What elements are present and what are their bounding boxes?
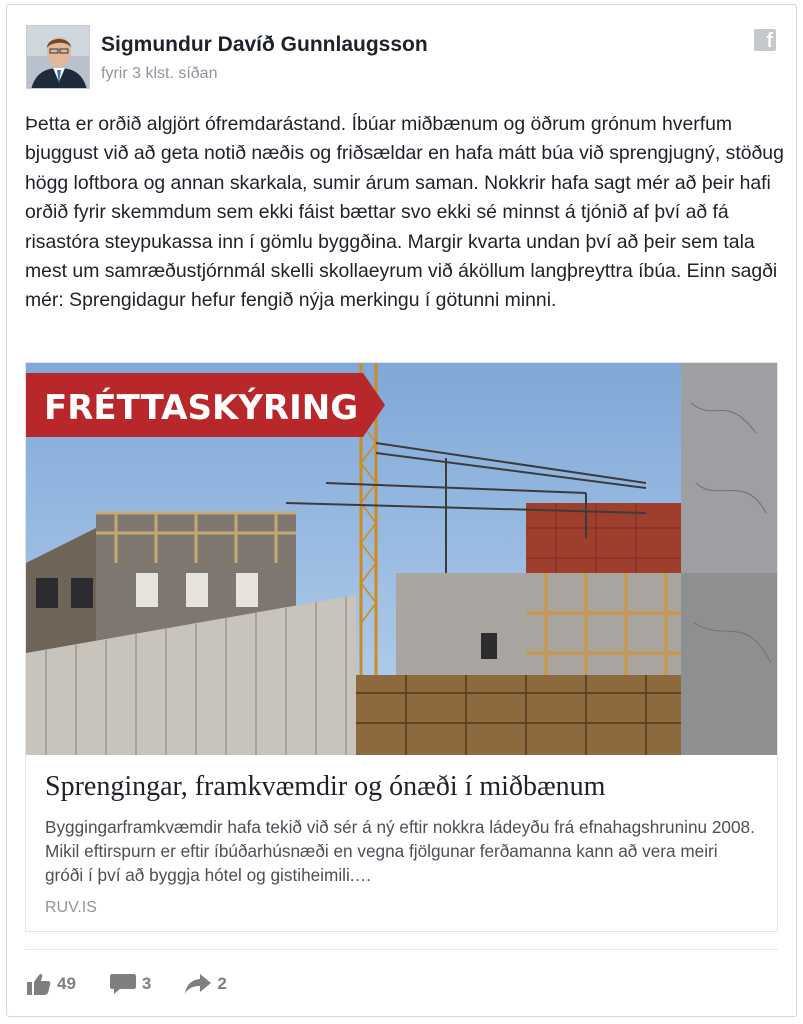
banner-label: FRÉTTASKÝRING (44, 388, 359, 428)
facebook-icon: f (754, 29, 776, 51)
post-timestamp[interactable]: fyrir 3 klst. síðan (101, 65, 218, 82)
link-domain: RUV.IS (45, 899, 97, 916)
share-arrow-icon (185, 973, 211, 995)
avatar-portrait-icon (27, 26, 90, 89)
share-button[interactable] (185, 973, 226, 995)
thumbs-up-icon (27, 973, 51, 995)
share-count: 2 (217, 974, 227, 993)
post-text: Þetta er orðið algjört ófremdarástand. Íbúar miðbænum og öðrum grónum hverfum bjuggust við að geta notið næðis og friðsældar en hafa mátt búa við sprengjugný, stöðug högg loftbora og annan skarkala, sumir árum saman. Nokkrir hafa sagt mér að þeir hafi orðið fyrir skemmdum sem ekki fáist bættar svo ekki sé minnst á tjónið af því að fá risastóra steypukassa inn í gömlu byggðina. Margir kvarta undan því að þeir sem tala mest um samræðustjórnmál skelli skollaeyrum við áköllum langþreyttra íbúa. Einn sagði mér: Sprengidagur hefur fengið nýja merkingu í götunni minni. (25, 113, 784, 312)
author-name[interactable]: Sigmundur Davíð Gunnlaugsson (101, 33, 428, 56)
link-description: Byggingarframkvæmdir hafa tekið við sér á ný eftir nokkra ládeyðu frá efnahagshruninu 2008. Mikil eftirspurn er eftir íbúðarhúsnæði en vegna fjölgunar ferðamanna kann að vera meiri gróði í því að byggja hótel og gistiheimili.… (45, 817, 755, 885)
action-divider (25, 949, 778, 950)
speech-bubble-icon (110, 973, 136, 995)
reaction-bar (27, 969, 261, 999)
link-preview[interactable] (25, 362, 778, 932)
construction-site-photo (26, 363, 777, 755)
like-count: 49 (57, 974, 76, 993)
comment-count: 3 (141, 974, 152, 993)
link-title[interactable]: Sprengingar, framkvæmdir og ónæði í miðbænum (45, 771, 606, 802)
comment-button[interactable] (110, 973, 151, 995)
author-avatar[interactable] (26, 25, 90, 89)
like-button[interactable] (27, 973, 76, 995)
facebook-post-card (6, 4, 797, 1017)
link-preview-image[interactable] (26, 363, 777, 755)
